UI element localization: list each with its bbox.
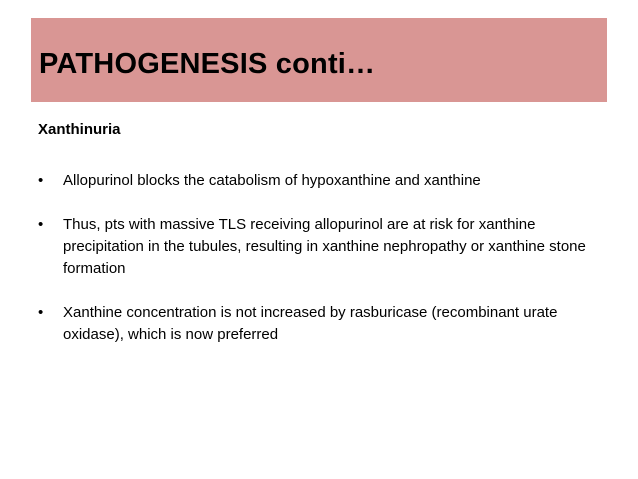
bullet-text: Thus, pts with massive TLS receiving allopurinol are at risk for xanthine precipitation in the tubules, resulting in xanthine nephropathy or xanthine stone formation [63, 216, 586, 277]
bullet-dot-icon: • [38, 216, 44, 233]
bullet-item [38, 214, 603, 280]
slide-title: PATHOGENESIS conti… [39, 48, 376, 80]
title-bar [31, 18, 607, 102]
bullet-dot-icon: • [38, 172, 44, 189]
bullet-item [38, 302, 603, 346]
bullet-item [38, 170, 603, 192]
bullet-text: Xanthine concentration is not increased by rasburicase (recombinant urate oxidase), which is now preferred [63, 304, 558, 343]
section-heading: Xanthinuria [38, 121, 121, 138]
bullet-text: Allopurinol blocks the catabolism of hypoxanthine and xanthine [63, 172, 481, 189]
bullet-dot-icon: • [38, 304, 44, 321]
bullet-list [38, 170, 603, 368]
